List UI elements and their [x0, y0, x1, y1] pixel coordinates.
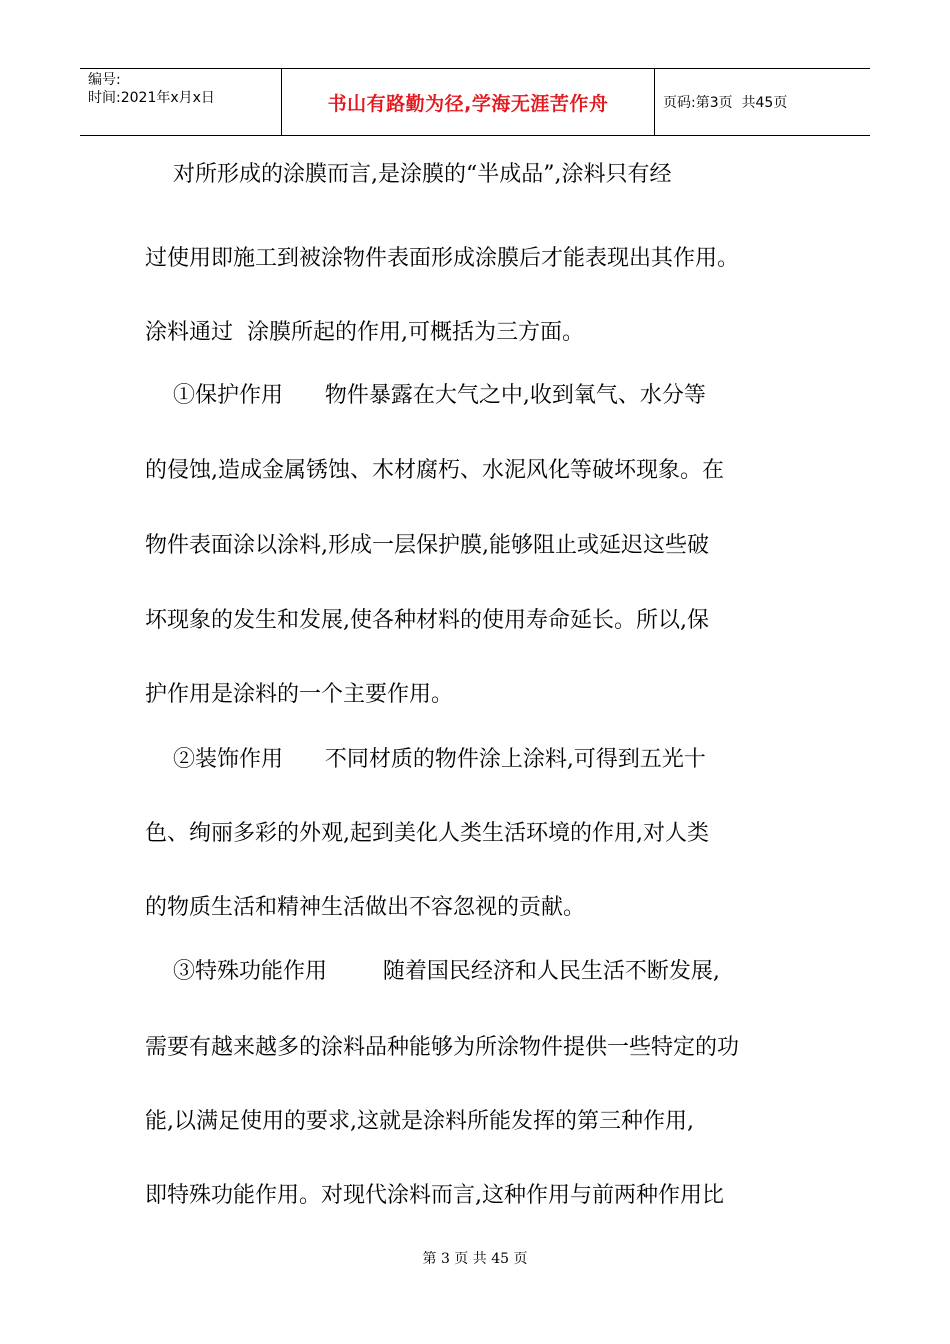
- body-line: ①保护作用 物件暴露在大气之中,收到氧气、水分等: [145, 383, 706, 408]
- header-meta-cell: [80, 69, 282, 135]
- body-line: 对所形成的涂膜而言,是涂膜的“半成品”,涂料只有经: [145, 162, 672, 187]
- body-line: 的物质生活和精神生活做出不容忽视的贡献。: [145, 895, 586, 920]
- header-page-cell: [655, 69, 870, 135]
- body-line: 能,以满足使用的要求,这就是涂料所能发挥的第三种作用,: [145, 1109, 694, 1134]
- body-line: 过使用即施工到被涂物件表面形成涂膜后才能表现出其作用。: [145, 246, 740, 271]
- body-line: 即特殊功能作用。对现代涂料而言,这种作用与前两种作用比: [145, 1183, 724, 1208]
- motto-text: 书山有路勤为径,学海无涯苦作舟: [327, 92, 609, 115]
- body-line: ③特殊功能作用 随着国民经济和人民生活不断发展,: [145, 959, 720, 984]
- body-line: 涂料通过 涂膜所起的作用,可概括为三方面。: [145, 320, 584, 345]
- body-line: 色、绚丽多彩的外观,起到美化人类生活环境的作用,对人类: [145, 821, 709, 846]
- body-line: 坏现象的发生和发展,使各种材料的使用寿命延长。所以,保: [145, 608, 709, 633]
- body-line: ②装饰作用 不同材质的物件涂上涂料,可得到五光十: [145, 747, 706, 772]
- page-info: 页码:第3页 共45页: [663, 95, 788, 111]
- body-line: 需要有越来越多的涂料品种能够为所涂物件提供一些特定的功: [145, 1035, 740, 1060]
- body-line: 的侵蚀,造成金属锈蚀、木材腐朽、水泥风化等破坏现象。在: [145, 458, 724, 483]
- body-line: 护作用是涂料的一个主要作用。: [145, 682, 454, 707]
- header-motto-cell: [282, 69, 655, 135]
- document-header: [80, 68, 870, 136]
- date-label: 时间:2021年x月x日: [88, 90, 215, 106]
- body-line: 物件表面涂以涂料,形成一层保护膜,能够阻止或延迟这些破: [145, 533, 709, 558]
- number-label: 编号:: [88, 72, 121, 88]
- page-footer: 第 3 页 共 45 页: [422, 1251, 528, 1267]
